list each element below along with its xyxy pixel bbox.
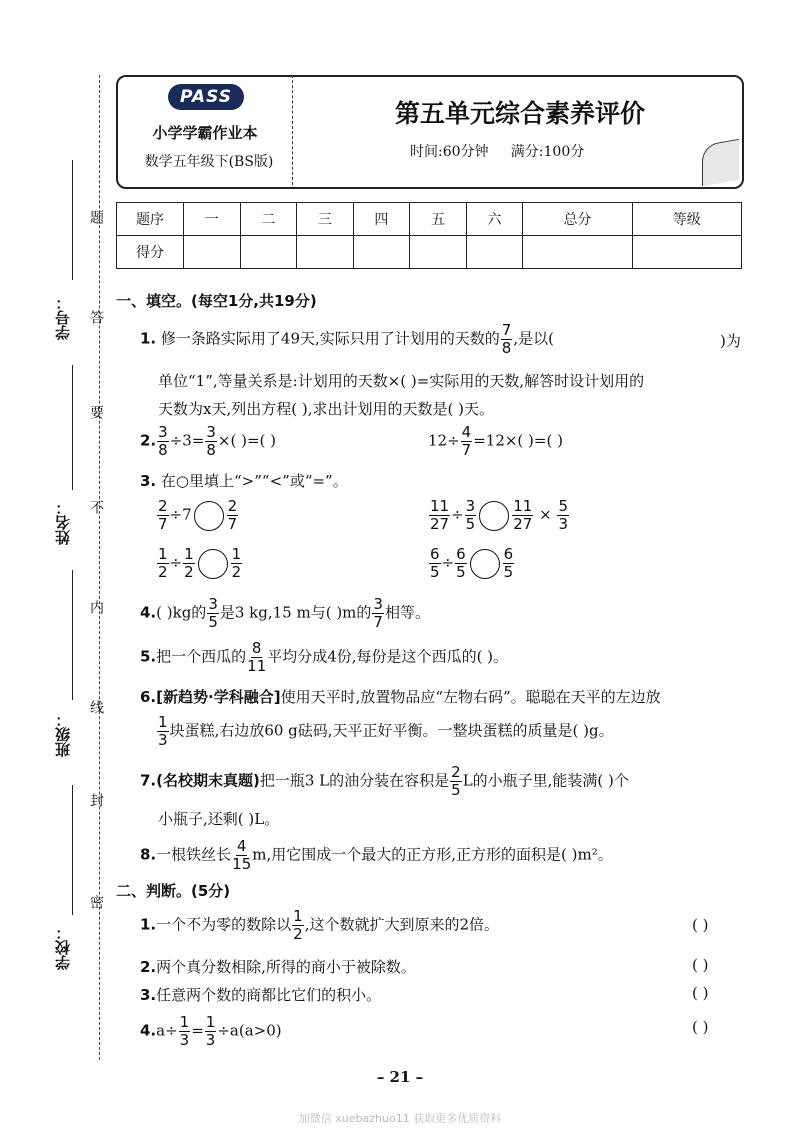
score-table <box>116 202 742 269</box>
question-text: 一个不为零的数除以 <box>156 915 292 934</box>
table-cell: 总分 <box>523 203 632 236</box>
denominator: 7 <box>461 441 472 459</box>
question-text: ×( )=( ) <box>217 431 277 450</box>
fraction <box>157 714 169 749</box>
fraction <box>232 838 251 873</box>
numerator: 7 <box>501 321 512 339</box>
denominator: 2 <box>293 925 303 943</box>
denominator: 5 <box>430 563 440 581</box>
numerator: 6 <box>456 545 466 563</box>
seal-char: 内 <box>88 600 104 614</box>
numerator: 6 <box>430 545 440 563</box>
denominator: 27 <box>513 515 533 533</box>
denominator: 3 <box>558 515 568 533</box>
operator: ÷ <box>169 553 183 572</box>
seal-char: 封 <box>88 793 104 807</box>
fraction <box>465 498 477 533</box>
question-number: 5. <box>140 647 157 666</box>
pass-logo: PASS <box>168 84 244 110</box>
denominator: 15 <box>232 855 252 873</box>
numerator: 3 <box>465 497 476 515</box>
question-text: m,用它围成一个最大的正方形,正方形的面积是( )m²。 <box>252 845 613 864</box>
page-number: – 21 – <box>376 1068 424 1086</box>
question-8 <box>140 838 613 873</box>
question-number: 3. <box>140 986 157 1004</box>
question-4 <box>140 596 430 631</box>
exam-meta <box>410 141 584 161</box>
table-cell: 题序 <box>117 203 184 236</box>
question-text: 任意两个数的商都比它们的积小。 <box>156 986 382 1004</box>
numerator: 3 <box>373 595 383 613</box>
question-5 <box>140 640 508 675</box>
question-text: a÷ <box>156 1021 178 1040</box>
numerator: 3 <box>158 423 168 441</box>
question-number: 2. <box>140 431 157 450</box>
fraction <box>227 498 239 533</box>
section-title: 二、判断。(5分) <box>116 882 231 900</box>
fraction <box>292 908 304 943</box>
question-text: 在○里填上“>”“<”或“=”。 <box>160 472 348 490</box>
numerator: 1 <box>179 1013 190 1031</box>
numerator: 4 <box>461 423 472 441</box>
question-text: 块蛋糕,右边放60 g砝码,天平正好平衡。一整块蛋糕的质量是( )g。 <box>169 721 614 740</box>
question-text: 把一瓶3 L的油分装在容积是 <box>259 771 450 790</box>
operator: ÷ <box>441 553 455 572</box>
numerator: 1 <box>158 713 168 731</box>
denominator: 27 <box>430 515 450 533</box>
fraction <box>247 640 266 675</box>
question-1 <box>140 322 554 357</box>
compare-c <box>156 546 243 581</box>
table-cell: 三 <box>297 203 354 236</box>
numerator: 2 <box>227 497 238 515</box>
score-cell[interactable] <box>184 236 241 269</box>
fraction <box>512 498 533 533</box>
id-line[interactable] <box>72 160 73 280</box>
question-text: ,是以( <box>513 329 554 348</box>
numerator: 1 <box>293 907 303 925</box>
fraction <box>503 546 515 581</box>
seal-char: 线 <box>88 700 104 714</box>
fraction <box>429 498 450 533</box>
question-text: ,这个数就扩大到原来的2倍。 <box>304 915 500 934</box>
school-line[interactable] <box>72 785 73 915</box>
seal-char: 不 <box>88 500 104 514</box>
score-cell[interactable] <box>466 236 523 269</box>
table-cell: 得分 <box>117 236 184 269</box>
fraction <box>450 764 462 799</box>
table-cell: 四 <box>353 203 410 236</box>
operator: ÷ <box>451 505 464 524</box>
numerator: 11 <box>430 497 450 515</box>
id-label: 学号： <box>54 295 72 340</box>
question-text: 一根铁丝长 <box>156 845 232 864</box>
numerator: 1 <box>205 1013 216 1031</box>
name-label: 姓名： <box>54 500 72 545</box>
question-text: 修一条路实际用了49天,实际只用了计划用的天数的 <box>160 329 500 348</box>
fraction <box>207 596 219 631</box>
denominator: 2 <box>158 563 168 581</box>
denominator: 5 <box>208 613 218 631</box>
section-title: 一、填空。(每空1分,共19分) <box>116 292 317 310</box>
question-number: 3. <box>140 472 157 490</box>
seal-char: 要 <box>88 405 104 419</box>
fraction <box>205 1014 217 1049</box>
question-tag: [新趋势·学科融合] <box>156 688 281 706</box>
fraction <box>183 546 195 581</box>
denominator: 8 <box>158 441 168 459</box>
score-cell[interactable] <box>240 236 297 269</box>
compare-circle[interactable] <box>198 549 228 579</box>
compare-circle[interactable] <box>194 501 224 531</box>
numerator: 4 <box>236 837 247 855</box>
question-text: 单位“1”,等量关系是:计划用的天数×( )=实际用的天数,解答时设计划用的 <box>158 372 645 390</box>
question-text: 12÷ <box>428 431 460 450</box>
operator: × <box>539 505 552 524</box>
numerator: 3 <box>208 595 218 613</box>
operator: ÷3= <box>169 431 205 450</box>
score-cell[interactable] <box>523 236 632 269</box>
judge-item-1 <box>140 908 499 943</box>
fraction <box>557 498 569 533</box>
question-text: 小瓶子,还剩( )L。 <box>158 810 280 828</box>
table-cell: 六 <box>466 203 523 236</box>
answer-paren[interactable]: ( ) <box>692 916 709 934</box>
denominator: 11 <box>247 657 267 675</box>
question-3 <box>140 470 348 491</box>
numerator: 1 <box>184 545 194 563</box>
table-cell: 五 <box>410 203 467 236</box>
answer-paren[interactable]: ( ) <box>692 1018 709 1036</box>
denominator: 5 <box>503 563 514 581</box>
table-cell: 等级 <box>632 203 741 236</box>
fraction <box>157 498 169 533</box>
question-text: ( )kg的 <box>156 603 207 622</box>
seal-char: 密 <box>88 895 104 909</box>
judge-item-2 <box>140 956 416 977</box>
watermark: 加微信 xuebazhuo11 获取更多优质资料 <box>298 1112 502 1125</box>
question-number: 6. <box>140 688 157 706</box>
question-6-line2 <box>156 714 614 749</box>
question-text: L的小瓶子里,能装满( )个 <box>462 771 629 790</box>
question-text: 使用天平时,放置物品应“左物右码”。聪聪在天平的左边放 <box>280 688 661 706</box>
question-6 <box>140 686 661 707</box>
compare-circle[interactable] <box>470 549 500 579</box>
score-cell[interactable] <box>632 236 741 269</box>
fraction <box>455 546 467 581</box>
question-text: )为 <box>720 332 741 350</box>
numerator: 2 <box>158 497 168 515</box>
denominator: 5 <box>451 781 461 799</box>
numerator: 11 <box>513 497 533 515</box>
denominator: 7 <box>227 515 238 533</box>
fraction <box>157 424 169 459</box>
fraction <box>179 1014 191 1049</box>
question-text: 把一个西瓜的 <box>156 647 247 666</box>
compare-circle[interactable] <box>479 501 509 531</box>
score-cell[interactable] <box>410 236 467 269</box>
question-7 <box>140 764 629 799</box>
question-text: 相等。 <box>384 603 430 622</box>
denominator: 7 <box>158 515 168 533</box>
fraction <box>372 596 384 631</box>
fraction <box>205 424 217 459</box>
fraction <box>429 546 441 581</box>
compare-d <box>428 546 515 581</box>
table-row <box>117 203 742 236</box>
question-text: =12×( )=( ) <box>473 431 563 450</box>
full-score: 满分:100分 <box>510 144 585 160</box>
denominator: 2 <box>231 563 242 581</box>
question-text: 天数为x天,列出方程( ),求出计划用的天数是( )天。 <box>158 400 494 418</box>
denominator: 2 <box>184 563 194 581</box>
score-cell[interactable] <box>297 236 354 269</box>
fraction <box>157 546 169 581</box>
denominator: 3 <box>205 1031 216 1049</box>
judge-item-4 <box>140 1014 282 1049</box>
question-number: 1. <box>140 915 157 934</box>
denominator: 7 <box>373 613 383 631</box>
question-tag: (名校期末真题) <box>156 771 260 790</box>
question-text: 是3 kg,15 m与( )m的 <box>219 603 372 622</box>
seal-char: 答 <box>88 310 104 324</box>
numerator: 2 <box>451 763 461 781</box>
question-text: ÷a(a>0) <box>217 1021 282 1040</box>
numerator: 3 <box>206 423 216 441</box>
question-text: 平均分成4份,每份是这个西瓜的( )。 <box>267 647 509 666</box>
denominator: 3 <box>158 731 168 749</box>
question-2 <box>140 424 276 459</box>
denominator: 8 <box>501 339 512 357</box>
class-line[interactable] <box>72 570 73 700</box>
operator: ÷7 <box>169 505 192 524</box>
fraction <box>461 424 473 459</box>
question-number: 2. <box>140 958 157 976</box>
denominator: 3 <box>179 1031 190 1049</box>
question-text: 两个真分数相除,所得的商小于被除数。 <box>156 958 416 976</box>
question-number: 4. <box>140 603 157 622</box>
time-limit: 时间:60分钟 <box>410 144 489 160</box>
table-row <box>117 236 742 269</box>
numerator: 6 <box>503 545 514 563</box>
numerator: 1 <box>231 545 242 563</box>
denominator: 5 <box>456 563 466 581</box>
school-label: 学校： <box>54 925 72 970</box>
question-number: 4. <box>140 1021 157 1040</box>
question-number: 7. <box>140 771 157 790</box>
answer-paren[interactable]: ( ) <box>692 984 709 1002</box>
brand-name: 小学学霸作业本 <box>152 124 258 142</box>
name-line[interactable] <box>72 365 73 490</box>
numerator: 1 <box>158 545 168 563</box>
numerator: 5 <box>558 497 568 515</box>
fraction <box>501 322 513 357</box>
denominator: 5 <box>465 515 476 533</box>
question-2-right <box>428 424 563 459</box>
fraction <box>231 546 243 581</box>
table-cell: 一 <box>184 203 241 236</box>
compare-a <box>156 498 239 533</box>
denominator: 8 <box>206 441 216 459</box>
judge-item-3 <box>140 984 381 1005</box>
question-text: = <box>191 1021 204 1040</box>
numerator: 8 <box>251 639 262 657</box>
answer-paren[interactable]: ( ) <box>692 956 709 974</box>
seal-char: 题 <box>88 210 104 224</box>
question-number: 8. <box>140 845 157 864</box>
question-number: 1. <box>140 329 157 348</box>
compare-b <box>428 498 570 533</box>
subject-label: 数学五年级下(BS版) <box>144 154 274 170</box>
score-cell[interactable] <box>353 236 410 269</box>
page-title: 第五单元综合素养评价 <box>394 99 645 128</box>
table-cell: 二 <box>240 203 297 236</box>
class-label: 班级： <box>54 712 72 757</box>
